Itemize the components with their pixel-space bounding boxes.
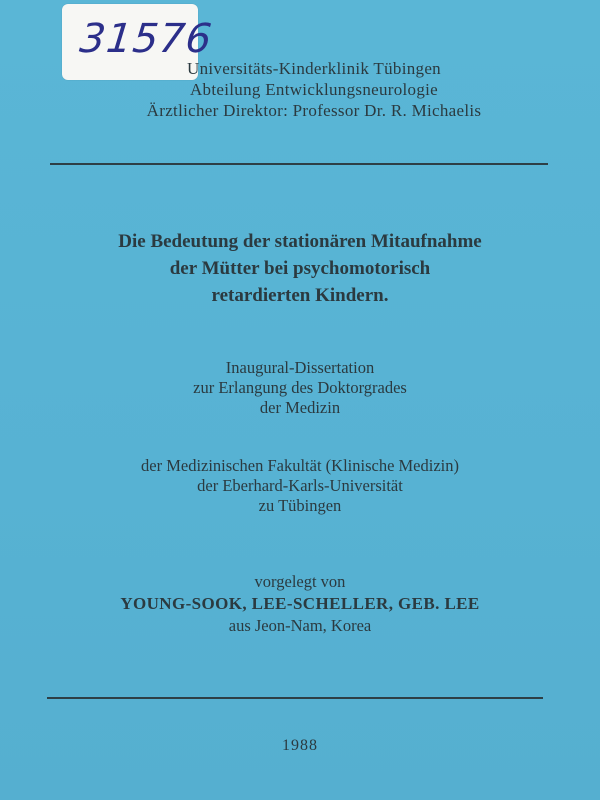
dissertation-line-1: Inaugural-Dissertation xyxy=(225,358,375,377)
dissertation-title xyxy=(0,228,600,309)
top-divider xyxy=(50,163,548,165)
title-line-2: der Mütter bei psychomotorisch xyxy=(169,258,431,279)
faculty-line-3: zu Tübingen xyxy=(258,496,342,515)
presented-by: vorgelegt von xyxy=(254,572,346,591)
handwritten-shelf-number: 31576 xyxy=(77,16,215,62)
header-director: Ärztlicher Direktor: Professor Dr. R. Michaelis xyxy=(146,101,482,120)
faculty-line-1: der Medizinischen Fakultät (Klinische Medizin) xyxy=(141,456,459,475)
header-department: Abteilung Entwicklungsneurologie xyxy=(189,80,439,99)
publication-year: 1988 xyxy=(282,737,318,754)
author-block xyxy=(0,572,600,636)
faculty-line-2: der Eberhard-Karls-Universität xyxy=(197,476,403,495)
faculty-block xyxy=(0,456,600,516)
author-name: YOUNG-SOOK, LEE-SCHELLER, GEB. LEE xyxy=(120,594,480,613)
dissertation-type xyxy=(0,358,600,418)
header-clinic: Universitäts-Kinderklinik Tübingen xyxy=(187,59,441,78)
title-line-1: Die Bedeutung der stationären Mitaufnahme xyxy=(118,231,482,252)
dissertation-line-2: zur Erlangung des Doktorgrades xyxy=(193,378,407,397)
title-line-3: retardierten Kindern. xyxy=(211,285,389,306)
bottom-divider xyxy=(47,697,543,699)
institution-header xyxy=(0,58,600,121)
dissertation-line-3: der Medizin xyxy=(259,398,341,417)
author-origin: aus Jeon-Nam, Korea xyxy=(228,616,372,635)
